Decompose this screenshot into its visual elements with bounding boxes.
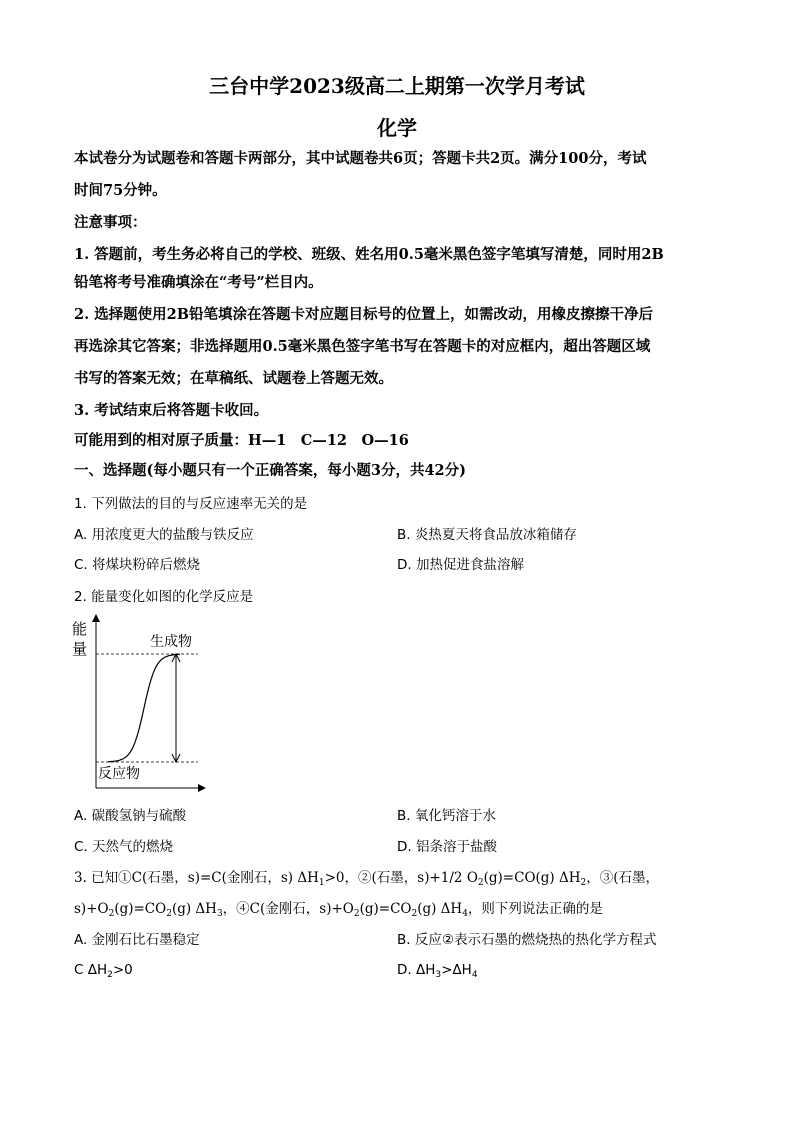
y-axis-label-top: 能 xyxy=(72,620,88,638)
q3-sub: 2 xyxy=(411,909,418,919)
q1-option-d: D. 加热促进食盐溶解 xyxy=(397,557,524,573)
q2-option-c: C. 天然气的燃烧 xyxy=(74,839,174,855)
q3-option-c-text: C ΔH xyxy=(74,962,108,978)
q2-option-b: B. 氧化钙溶于水 xyxy=(397,808,496,824)
subject-title: 化学 xyxy=(377,116,417,140)
y-axis-label-bottom: 量 xyxy=(72,640,88,658)
q3-text: >0，②(石墨，s)+1/2 O xyxy=(324,870,478,886)
question-1-stem: 1. 下列做法的目的与反应速率无关的是 xyxy=(74,496,308,512)
reactant-label: 反应物 xyxy=(98,766,140,782)
q3-option-d-sub: 3 xyxy=(435,970,442,980)
q3-sub: 2 xyxy=(108,909,115,919)
note-2-line-3: 书写的答案无效；在草稿纸、试题卷上答题无效。 xyxy=(74,370,393,387)
energy-diagram xyxy=(68,612,208,798)
q3-text: (g)=CO(g) ΔH xyxy=(483,870,581,886)
q3-option-c xyxy=(74,960,133,980)
q3-text: (g)=CO xyxy=(359,901,412,917)
q3-option-d-text: >ΔH xyxy=(441,962,472,978)
atomic-masses: 可能用到的相对原子质量：H—1 C—12 O—16 xyxy=(74,432,409,449)
q3-sub: 2 xyxy=(580,878,587,888)
q3-option-b: B. 反应②表示石墨的燃烧热的热化学方程式 xyxy=(397,932,657,948)
q3-text: ，④C(金刚石，s)+O xyxy=(222,901,354,917)
intro-line-1: 本试卷分为试题卷和答题卡两部分，其中试题卷共6页；答题卡共2页。满分100分，考试 xyxy=(74,150,647,167)
section-1-heading: 一、选择题(每小题只有一个正确答案，每小题3分，共42分) xyxy=(74,462,466,479)
q3-text: (g) ΔH xyxy=(417,901,463,917)
q3-sub: 2 xyxy=(166,909,172,919)
q3-option-a: A. 金刚石比石墨稳定 xyxy=(74,932,200,948)
question-3-stem-line-1 xyxy=(74,868,659,888)
q3-text: s)+O xyxy=(74,901,109,917)
q2-option-d: D. 铝条溶于盐酸 xyxy=(397,839,497,855)
q3-text: (g) ΔH xyxy=(171,901,217,917)
product-label: 生成物 xyxy=(150,634,192,650)
note-1-line-1: 1. 答题前，考生务必将自己的学校、班级、姓名用0.5毫米黑色签字笔填写清楚，同时用2B xyxy=(74,246,664,263)
notes-heading: 注意事项： xyxy=(74,214,147,231)
q3-text: (g)=CO xyxy=(114,901,167,917)
intro-line-2: 时间75分钟。 xyxy=(74,182,167,199)
q1-option-c: C. 将煤块粉碎后燃烧 xyxy=(74,557,201,573)
note-3: 3. 考试结束后将答题卡收回。 xyxy=(74,402,269,419)
note-1-line-2: 铅笔将考号准确填涂在“考号”栏目内。 xyxy=(74,274,323,291)
q3-option-d xyxy=(397,960,478,980)
question-3-stem-line-2 xyxy=(74,899,603,919)
q3-sub: 1 xyxy=(318,878,325,888)
q3-sub: 2 xyxy=(477,878,484,888)
q1-option-a: A. 用浓度更大的盐酸与铁反应 xyxy=(74,527,254,543)
note-2-line-1: 2. 选择题使用2B铅笔填涂在答题卡对应题目标号的位置上，如需改动，用橡皮擦擦干净后 xyxy=(74,306,654,323)
q3-option-d-sub: 4 xyxy=(471,970,478,980)
exam-title: 三台中学2023级高二上期第一次学月考试 xyxy=(209,74,585,98)
note-2-line-2: 再选涂其它答案；非选择题用0.5毫米黑色签字笔书写在答题卡的对应框内，超出答题区域 xyxy=(74,338,651,355)
q3-option-d-text: D. ΔH xyxy=(397,962,436,978)
q3-sub: 3 xyxy=(216,909,223,919)
q3-text: ，则下列说法正确的是 xyxy=(467,901,603,917)
q3-option-c-sub: 2 xyxy=(107,970,113,980)
q1-option-b: B. 炎热夏天将食品放冰箱储存 xyxy=(397,527,577,543)
q3-sub: 4 xyxy=(462,909,468,919)
q3-text: 3. 已知①C(石墨，s)=C(金刚石，s) ΔH xyxy=(74,870,319,886)
q3-sub: 2 xyxy=(353,909,360,919)
energy-curve xyxy=(108,654,180,761)
q2-option-a: A. 碳酸氢钠与硫酸 xyxy=(74,808,187,824)
q3-text: ，③(石墨， xyxy=(586,870,660,886)
q3-option-c-text: >0 xyxy=(112,962,133,978)
question-2-stem: 2. 能量变化如图的化学反应是 xyxy=(74,589,254,605)
